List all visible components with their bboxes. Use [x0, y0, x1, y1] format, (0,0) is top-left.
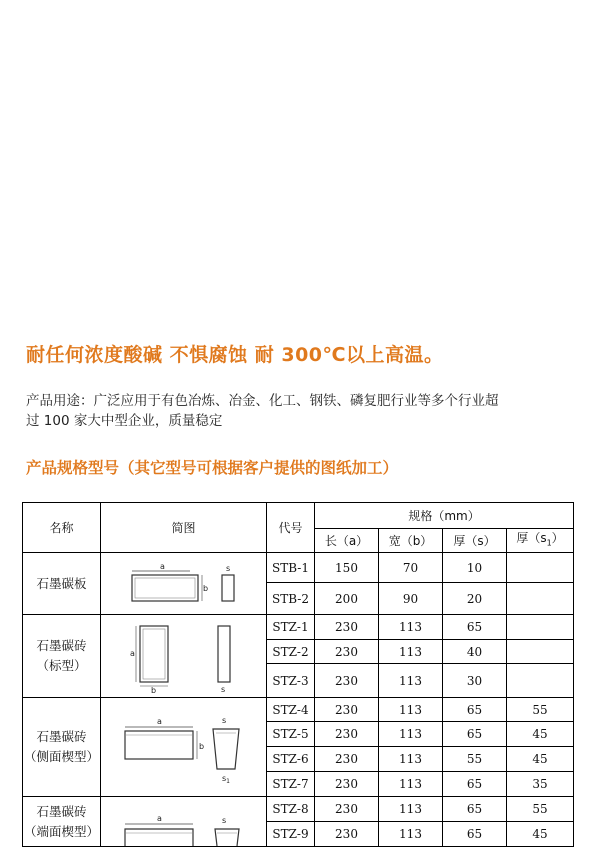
table-cell: 20 — [443, 583, 507, 615]
table-cell: 45 — [507, 822, 574, 847]
table-cell: 45 — [507, 722, 574, 747]
table-cell: STZ-4 — [267, 698, 315, 722]
end-wedge-brick-sketch-icon — [119, 802, 249, 846]
diagram-standard-brick — [101, 615, 267, 698]
svg-text:a: a — [159, 561, 165, 571]
table-cell: 55 — [507, 698, 574, 722]
plate-sketch-icon — [124, 559, 244, 609]
table-cell: 113 — [379, 615, 443, 640]
group-name-end-wedge-brick: 石墨碳砖 （端面楔型） — [23, 797, 101, 847]
table-cell: STZ-9 — [267, 822, 315, 847]
table-cell: 40 — [443, 640, 507, 664]
table-cell — [507, 553, 574, 583]
table-cell: STZ-8 — [267, 797, 315, 822]
table-cell: 230 — [315, 747, 379, 772]
table-cell: 230 — [315, 822, 379, 847]
table-cell: 90 — [379, 583, 443, 615]
table-cell: STB-1 — [267, 553, 315, 583]
table-cell: 230 — [315, 797, 379, 822]
svg-text:s: s — [221, 816, 226, 826]
table-cell — [507, 583, 574, 615]
table-cell: 113 — [379, 747, 443, 772]
table-cell: 230 — [315, 698, 379, 722]
group-name-side-wedge-brick: 石墨碳砖 （侧面楔型） — [23, 698, 101, 797]
table-row — [23, 797, 574, 822]
table-cell: STZ-7 — [267, 772, 315, 797]
svg-text:s: s — [220, 685, 225, 695]
table-cell: 65 — [443, 615, 507, 640]
table-row — [23, 615, 574, 640]
table-cell: 150 — [315, 553, 379, 583]
product-usage — [26, 391, 566, 431]
svg-text:a: a — [156, 814, 162, 824]
header-code: 代号 — [267, 503, 315, 553]
table-row — [23, 553, 574, 583]
table-cell: 230 — [315, 722, 379, 747]
svg-text:b: b — [150, 686, 156, 695]
table-cell: 113 — [379, 822, 443, 847]
table-cell: 65 — [443, 797, 507, 822]
svg-text:a: a — [129, 649, 135, 659]
header-diagram: 简图 — [101, 503, 267, 553]
headline: 耐任何浓度酸碱 不惧腐蚀 耐 300℃以上高温。 — [26, 344, 444, 366]
table-cell: 230 — [315, 615, 379, 640]
table-cell: STZ-3 — [267, 664, 315, 698]
spec-table — [22, 502, 574, 847]
usage-line-2: 过 100 家大中型企业，质量稳定 — [26, 413, 223, 429]
table-cell: 70 — [379, 553, 443, 583]
header-spec: 规格（mm） — [315, 503, 574, 529]
table-cell: 35 — [507, 772, 574, 797]
table-cell: 113 — [379, 722, 443, 747]
table-cell: 65 — [443, 722, 507, 747]
diagram-end-wedge-brick — [101, 797, 267, 847]
table-cell: 65 — [443, 698, 507, 722]
table-cell: STZ-5 — [267, 722, 315, 747]
header-thickness: 厚（s） — [443, 529, 507, 553]
group-name-standard-brick: 石墨碳砖 （标型） — [23, 615, 101, 698]
group-name-plate: 石墨碳板 — [23, 553, 101, 615]
table-cell: 113 — [379, 640, 443, 664]
side-wedge-brick-sketch-icon — [119, 707, 249, 787]
svg-text:s: s — [225, 563, 230, 573]
header-width: 宽（b） — [379, 529, 443, 553]
svg-text:b: b — [202, 583, 208, 593]
table-cell: 113 — [379, 772, 443, 797]
section-title: 产品规格型号（其它型号可根据客户提供的图纸加工） — [26, 459, 399, 477]
table-cell: 45 — [507, 747, 574, 772]
table-cell: 30 — [443, 664, 507, 698]
table-cell: 230 — [315, 772, 379, 797]
table-cell: 55 — [507, 797, 574, 822]
table-cell — [507, 615, 574, 640]
table-cell: 200 — [315, 583, 379, 615]
table-cell: 55 — [443, 747, 507, 772]
table-cell: 113 — [379, 664, 443, 698]
diagram-plate — [101, 553, 267, 615]
header-name: 名称 — [23, 503, 101, 553]
table-cell — [507, 640, 574, 664]
standard-brick-sketch-icon — [124, 618, 244, 694]
table-header-row — [23, 503, 574, 529]
svg-text:s1: $s_1$ — [221, 774, 230, 786]
table-cell: STB-2 — [267, 583, 315, 615]
svg-text:b: b — [198, 742, 204, 752]
table-row — [23, 698, 574, 722]
table-cell: STZ-2 — [267, 640, 315, 664]
svg-text:s: s — [221, 716, 226, 726]
table-cell: 230 — [315, 664, 379, 698]
table-cell: 230 — [315, 640, 379, 664]
diagram-side-wedge-brick — [101, 698, 267, 797]
header-thickness-s1: 厚$(s_1)$ — [507, 529, 574, 553]
svg-text:a: a — [156, 717, 162, 727]
table-cell: 65 — [443, 822, 507, 847]
table-cell: STZ-6 — [267, 747, 315, 772]
table-cell: 113 — [379, 698, 443, 722]
table-cell: 113 — [379, 797, 443, 822]
table-cell: 65 — [443, 772, 507, 797]
table-cell: STZ-1 — [267, 615, 315, 640]
usage-line-1: 产品用途：广泛应用于有色冶炼、冶金、化工、钢铁、磷复肥行业等多个行业超 — [26, 393, 499, 409]
table-cell: 10 — [443, 553, 507, 583]
table-cell — [507, 664, 574, 698]
header-length: 长（a） — [315, 529, 379, 553]
